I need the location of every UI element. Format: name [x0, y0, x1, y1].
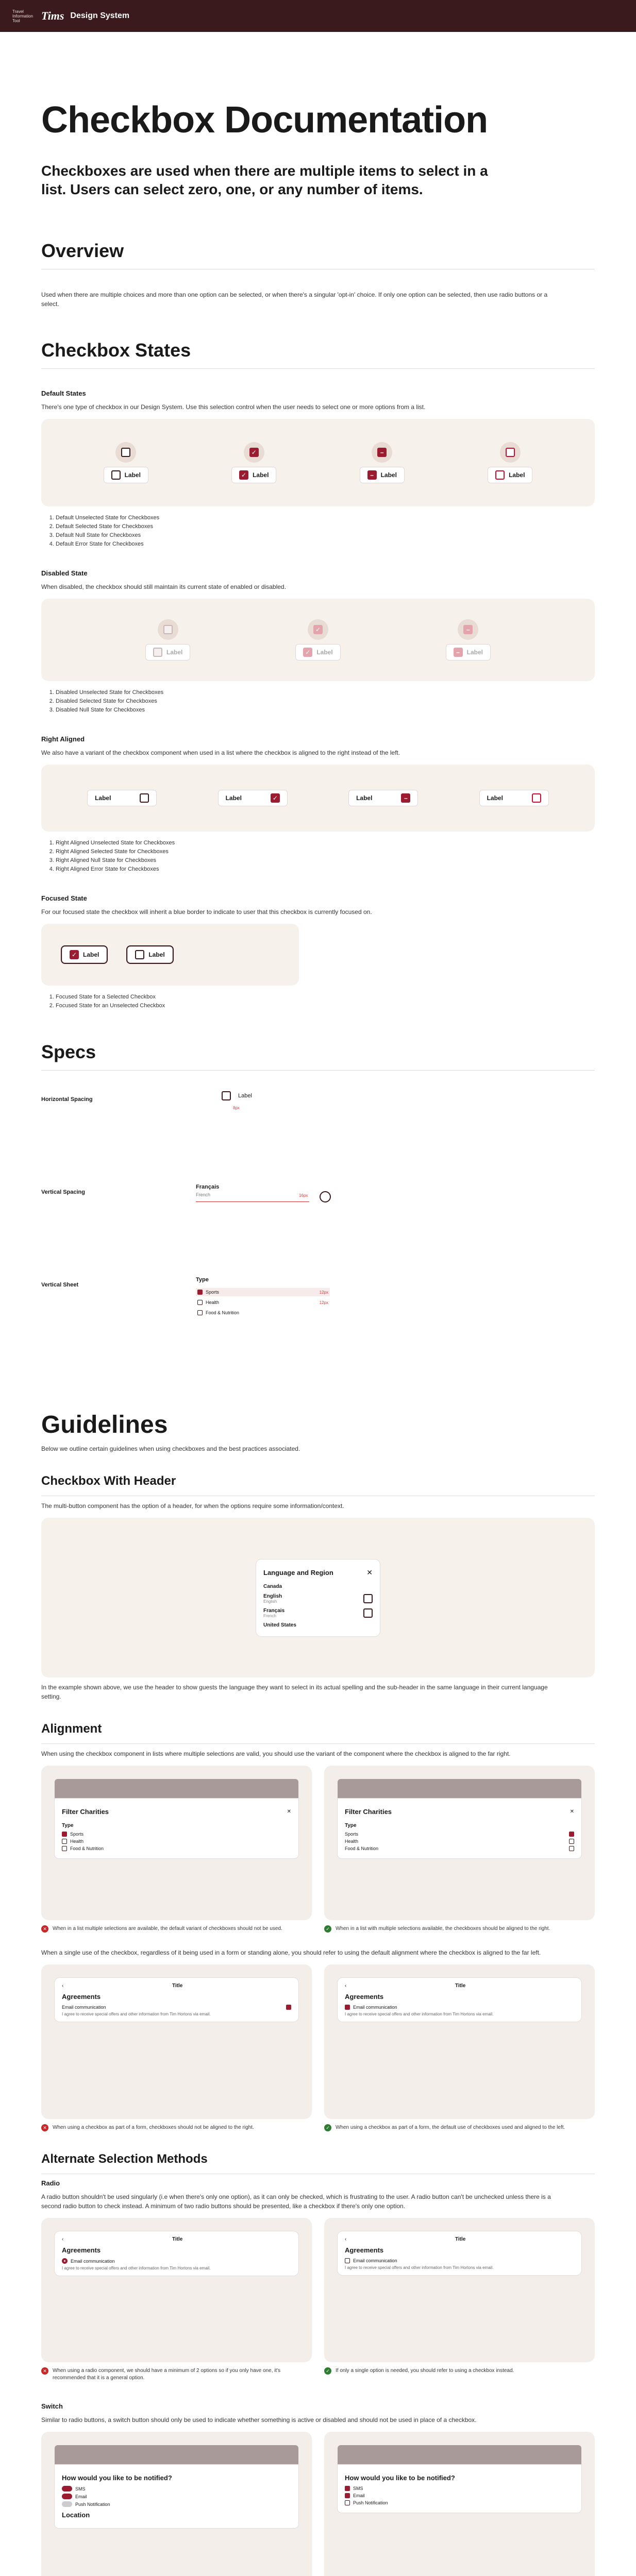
list-item: 1. Disabled Unselected State for Checkboxes — [56, 688, 595, 697]
list-item: 3. Disabled Null State for Checkboxes — [56, 706, 595, 715]
spec-measure: 8px — [233, 1106, 240, 1110]
alignment-body-2: When a single use of the checkbox, regardless of it being used in a form or standing alone, you should refer to using the default alignment where the checkbox is aligned to the far left. — [41, 1949, 541, 1956]
checkbox-label: Label — [83, 951, 99, 958]
switch-good-example: How would you like to be notified? SMS Email Push Notification — [324, 2432, 595, 2576]
small-logo-text: Travel Information Tool — [12, 9, 34, 23]
list-item: 2. Focused State for an Unselected Checkbox — [56, 1002, 595, 1010]
checkbox-label: Label — [316, 649, 333, 656]
default-states-list — [56, 514, 595, 549]
switch-bad-example: How would you like to be notified? SMS Email Push Notification Location — [41, 2432, 312, 2576]
list-item: 3. Default Null State for Checkboxes — [56, 531, 595, 540]
checkbox-disabled-null: – – Label — [446, 619, 491, 660]
list-item: 1. Focused State for a Selected Checkbox — [56, 993, 595, 1002]
close-icon[interactable]: ✕ — [366, 1568, 373, 1577]
default-states-panel — [41, 419, 595, 506]
alt-heading: Alternate Selection Methods — [41, 2152, 208, 2166]
focused-list — [56, 993, 595, 1010]
good-icon: ✓ — [324, 1925, 331, 1933]
with-header-heading: Checkbox With Header — [41, 1474, 176, 1488]
section-label: United States — [263, 1622, 296, 1628]
modal-title: Language and Region — [263, 1568, 333, 1577]
checkbox-label: Label — [124, 471, 141, 479]
checkbox-label: Label — [466, 649, 483, 656]
back-icon: ‹ — [345, 1983, 347, 1989]
checkbox-label: Label — [509, 471, 525, 479]
checkbox-label: Label — [487, 794, 503, 802]
page-title: Checkbox Documentation — [41, 99, 488, 141]
alignment-body: When using the checkbox component in lists where multiple selections are valid, you should use the variant of the component where the checkbox is aligned to the far right. — [41, 1750, 511, 1757]
focused-panel — [41, 924, 299, 986]
right-aligned-unselected[interactable] — [87, 790, 157, 806]
list-item: 4. Default Error State for Checkboxes — [56, 540, 595, 549]
spec-checkbox — [320, 1191, 331, 1202]
spec-label-text: Label — [238, 1093, 252, 1099]
disabled-states-panel — [41, 599, 595, 681]
page-lede: Checkboxes are used when there are multiple items to select in a list. Users can select zero, one, or any number of items. — [41, 163, 488, 197]
checkbox-unselected[interactable] — [104, 442, 148, 483]
radio-good-example: ‹ Title Agreements Email communication I agree to receive special offers and other information from Tim Hortons via email. — [324, 2218, 595, 2362]
right-aligned-selected[interactable]: Label ✓ — [218, 790, 288, 806]
list-item: 3. Right Aligned Null State for Checkboxes — [56, 856, 595, 865]
back-icon: ‹ — [62, 2236, 64, 2242]
alignment-form-bad: ‹ Title Agreements Email communication I agree to receive special offers and other information from Tim Hortons via email. — [41, 1964, 312, 2119]
overview-heading: Overview — [41, 240, 124, 261]
disabled-states-body: When disabled, the checkbox should still maintain its current state of enabled or disabled. — [41, 583, 286, 590]
default-states-heading: Default States — [41, 389, 86, 397]
radio-body: A radio button shouldn't be used singularly (i.e when there's only one option), as it can only be checked, which is frustrating to the user. A radio button can't be unchecked unless there is a second radio button to check instead. A minimum of two radio buttons should be presented, like a checkbox if there's only one option. — [41, 2193, 551, 2210]
focused-unselected[interactable] — [127, 946, 172, 963]
close-icon: ✕ — [570, 1809, 574, 1815]
checkbox-error[interactable] — [488, 442, 532, 483]
default-states-body: There's one type of checkbox in our Design System. Use this selection control when the user needs to select one or more options from a list. — [41, 403, 426, 411]
spec-vertical-label: Vertical Spacing — [41, 1189, 85, 1195]
alignment-good-example: Filter Charities ✕ Type Sports Health Food & Nutrition — [324, 1766, 595, 1920]
guidelines-body: Below we outline certain guidelines when using checkboxes and the best practices associated. — [41, 1445, 300, 1452]
list-item: 2. Default Selected State for Checkboxes — [56, 522, 595, 531]
right-aligned-panel — [41, 765, 595, 832]
alignment-form-good: ‹ Title Agreements Email communication I agree to receive special offers and other information from Tim Hortons via email. — [324, 1964, 595, 2119]
checkbox-label: Label — [356, 794, 373, 802]
right-aligned-body: We also have a variant of the checkbox component when used in a list where the checkbox is aligned to the right instead of the left. — [41, 749, 400, 756]
spec-sheet-label: Vertical Sheet — [41, 1282, 79, 1288]
disabled-states-heading: Disabled State — [41, 569, 88, 577]
states-heading: Checkbox States — [41, 340, 191, 361]
spec-vs-title: Français — [196, 1184, 220, 1190]
page-content: Checkbox Documentation Checkboxes are used when there are multiple items to select in a list. Users can select zero, one, or any number of items. Overview Used when there are multiple choices and more than one option can be selected, or when there's a singular 'opt-in' choice. If only one option can be selected, then use radio buttons or a select. Checkbox States Default States There's one type of checkbox in our Design System. Use this selection control when the user needs to select one or more options from a list. Label ✓ ✓ Label – – Label Label 1. Default Unselected State for Checkboxes 2. Default Selected State for Checkboxes 3. Default Null State for Checkboxes 4. Default Error State for Checkboxes Disabled State When disabled, the checkbox should still maintain its current state of enabled or disabled. Label ✓ ✓ Label – – Label 1. Disabled Unselected State for Checkboxes 2. Disabled Selected State for Checkboxes 3. Disabled Null State for Checkboxes Right Aligned We also have a variant of the checkbox component when used in a list where the checkbox is aligned to the right instead of the left. Label Label ✓ Label – Label 1. Right Aligned Unselected State for Checkboxes 2. Right Aligned Selected State for Checkboxes 3. Right Aligned Null State for Checkboxes 4. Right Aligned Error State for Checkboxes Focused State For our focused state the checkbox will inherit a blue border to indicate to user that this checkbox is currently focused on. ✓ Label Label 1. Focused State for a Selected Checkbox 2. Focused State for an Unselected Checkbox Specs Horizontal Spacing Label 8px Vertical Spacing Français French 16px Vertical Sheet Type Sports 12px Health 12px Food & Nutrition Guidelines Below we outline certain guidelines when using checkboxes and the best practices associated. Checkbox With Header The multi-button component has the option of a header, for when the options require some information/context. Language and Region ✕ Canada English English Français French United States In the example shown above, we use the header to show guests the language they want to select in its actual spelling and the sub-header in the same language in their current language setting. Alignment When using the checkbox component in lists where multiple selections are valid, you should use the variant of the component where the checkbox is aligned to the far right. Filter Charities ✕ Type Sports Health Food & Nutrition ✕ When in a list multiple selections are available, the default variant of checkboxes should not be used. Filter Charities ✕ Type Sports Health Food & Nutrition ✓ When in a list with multiple selections available, the checkboxes should be aligned to the right. When a single use of the checkbox, regardless of it being used in a form or standing alone, you should refer to using the default alignment where the checkbox is aligned to the far left. ‹ Title Agreements Email communication I agree to receive special offers and other information from Tim Hortons via email. ✕ When using a checkbox as part of a form, checkboxes should not be aligned to the right. ‹ Title Agreements Email communication I agree to receive special offers and other information from Tim Hortons via email. ✓ When using a checkbox as part of a form, the default use of checkboxes used and aligned to the left. Alternate Selection Methods Radio A radio button shouldn't be used singularly (i.e when there's only one option), as it can only be checked, which is frustrating to the user. A radio button can't be unchecked unless there is a second radio button to check instead. A minimum of two radio buttons should be presented, like a checkbox if there's only one option. ‹ Title Agreements Email communication I agree to receive special offers and other information from Tim Hortons via email. ✕ When using a radio component, we should have a minimum of 2 options so if you only have one, it's recommended that it is a general option. ‹ Title Agreements Email communication I agree to receive special offers and other information from Tim Hortons via email. ✓ If only a single option is needed, you should refer to using a checkbox instead. Switch Similar to radio buttons, a switch button should only be used to indicate whether something is active or disabled and should not be used in place of a checkbox. How would you like to be notified? SMS Email Push Notification Location How would you like to be notified? SMS Email Push Notification — [0, 99, 636, 2576]
radio-bad-example: ‹ Title Agreements Email communication I agree to receive special offers and other information from Tim Hortons via email. — [41, 2218, 312, 2362]
disabled-states-list — [56, 688, 595, 715]
spec-type-label: Type — [196, 1277, 209, 1283]
spec-row: Sports 12px — [196, 1288, 330, 1296]
right-aligned-null[interactable]: Label – — [348, 790, 418, 806]
checkbox-label: Label — [253, 471, 269, 479]
radio-heading: Radio — [41, 2179, 60, 2187]
focused-selected[interactable]: ✓ Label — [62, 946, 107, 963]
checkbox-null[interactable]: – – Label — [360, 442, 405, 483]
bad-icon: ✕ — [41, 2124, 48, 2131]
checkbox-selected[interactable]: ✓ ✓ Label — [231, 442, 276, 483]
bad-icon: ✕ — [41, 2367, 48, 2375]
alignment-bad-example: Filter Charities ✕ Type Sports Health Food & Nutrition — [41, 1766, 312, 1920]
close-icon: ✕ — [287, 1809, 291, 1815]
back-icon: ‹ — [62, 1983, 64, 1989]
checkbox-label: Label — [166, 649, 183, 656]
switch-body: Similar to radio buttons, a switch button should only be used to indicate whether something is active or disabled and should not be used in place of a checkbox. — [41, 2416, 477, 2424]
with-header-panel — [41, 1518, 595, 1677]
list-item: 1. Default Unselected State for Checkboxes — [56, 514, 595, 522]
with-header-body: The multi-button component has the option of a header, for when the options require some information/context. — [41, 1502, 344, 1510]
checkbox-label: Label — [380, 471, 397, 479]
divider — [41, 368, 595, 369]
checkbox-label: Label — [225, 794, 242, 802]
top-bar — [0, 0, 636, 32]
checkbox-label: Label — [95, 794, 111, 802]
spec-vs-sub: French — [196, 1192, 211, 1197]
back-icon: ‹ — [345, 2236, 347, 2242]
overview-body: Used when there are multiple choices and more than one option can be selected, or when there's a singular 'opt-in' choice. If only one option can be selected, then use radio buttons or a select. — [41, 291, 548, 308]
section-label: Canada — [263, 1583, 282, 1589]
divider — [41, 1070, 595, 1071]
spec-row: Food & Nutrition — [196, 1309, 330, 1317]
good-icon: ✓ — [324, 2367, 331, 2375]
list-item: 1. Right Aligned Unselected State for Checkboxes — [56, 839, 595, 848]
list-item: 2. Disabled Selected State for Checkboxes — [56, 697, 595, 706]
checkbox-disabled-unselected — [145, 619, 190, 660]
language-modal — [256, 1560, 380, 1636]
right-aligned-error[interactable] — [479, 790, 549, 806]
bad-icon: ✕ — [41, 1925, 48, 1933]
option-francais[interactable]: Français French — [263, 1608, 373, 1618]
spec-row: Health 12px — [196, 1298, 330, 1307]
spec-line — [196, 1201, 309, 1202]
list-item: 2. Right Aligned Selected State for Checkboxes — [56, 848, 595, 856]
spec-horizontal — [41, 1091, 595, 1163]
spec-sheet — [41, 1277, 595, 1364]
good-icon: ✓ — [324, 2124, 331, 2131]
alignment-heading: Alignment — [41, 1722, 102, 1736]
with-header-caption: In the example shown above, we use the header to show guests the language they want to select in its actual spelling and the sub-header in the same language in their current language setting. — [41, 1684, 548, 1700]
brand-logo[interactable]: Tims — [41, 9, 64, 22]
design-system-label: Design System — [70, 11, 130, 20]
checkbox-disabled-selected: ✓ ✓ Label — [295, 619, 340, 660]
right-aligned-list — [56, 839, 595, 874]
focused-body: For our focused state the checkbox will inherit a blue border to indicate to user that this checkbox is currently focused on. — [41, 908, 372, 916]
checkbox-label: Label — [148, 951, 165, 958]
list-item: 4. Right Aligned Error State for Checkboxes — [56, 865, 595, 874]
specs-heading: Specs — [41, 1041, 96, 1062]
option-english[interactable]: English English — [263, 1594, 373, 1604]
switch-heading: Switch — [41, 2402, 63, 2410]
spec-measure: 16px — [299, 1193, 308, 1198]
right-aligned-heading: Right Aligned — [41, 735, 85, 743]
spec-vertical — [41, 1184, 595, 1256]
spec-horizontal-label: Horizontal Spacing — [41, 1096, 93, 1103]
focused-heading: Focused State — [41, 894, 87, 902]
guidelines-heading: Guidelines — [41, 1411, 168, 1438]
divider — [41, 1743, 595, 1744]
